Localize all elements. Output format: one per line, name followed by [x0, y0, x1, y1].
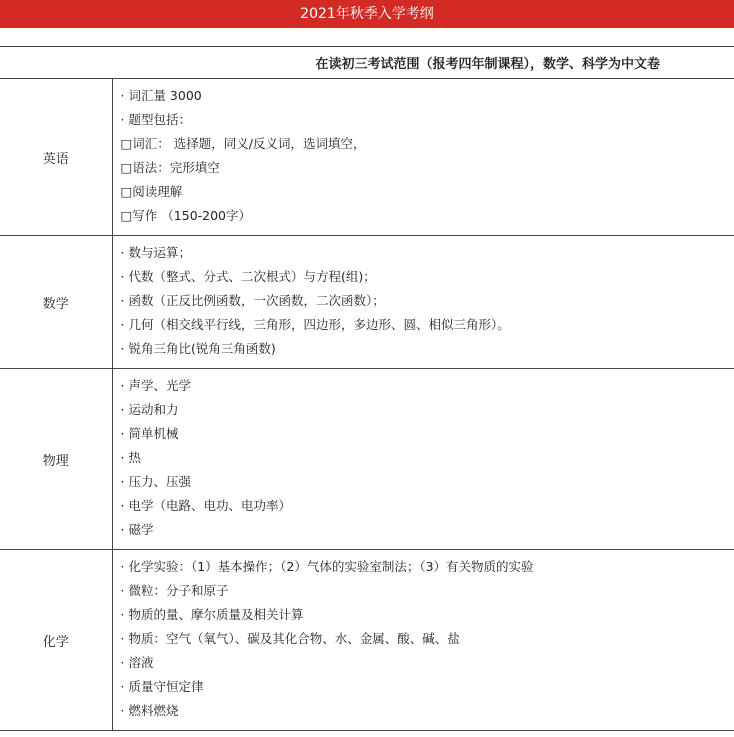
table-header-row: [0, 47, 734, 79]
list-item: · 题型包括：: [120, 112, 191, 127]
page-title: 2021年秋季入学考纲: [300, 6, 434, 22]
list-item: □写作 （150-200字）: [120, 208, 252, 223]
list-item: · 物质的量、摩尔质量及相关计算: [120, 607, 304, 622]
list-item: · 微粒：分子和原子: [120, 583, 229, 598]
list-item: · 代数（整式、分式、二次根式）与方程(组)；: [120, 269, 376, 284]
table-row: [0, 79, 734, 236]
table-row: [0, 236, 734, 369]
list-item: · 简单机械: [120, 426, 179, 441]
list-item: · 数与运算；: [120, 245, 191, 260]
list-item: · 几何（相交线平行线，三角形，四边形，多边形、圆、相似三角形）。: [120, 317, 510, 332]
syllabus-table: [0, 46, 734, 731]
list-item: · 燃料燃烧: [120, 703, 179, 718]
list-item: □语法：完形填空: [120, 160, 220, 175]
list-item: · 锐角三角比(锐角三角函数): [120, 341, 276, 356]
topic-list: [112, 236, 734, 369]
topic-list: [112, 550, 734, 731]
list-item: · 化学实验：（1）基本操作；（2）气体的实验室制法；（3）有关物质的实验: [120, 559, 534, 574]
table-row: [0, 369, 734, 550]
topic-list: [112, 369, 734, 550]
list-item: □阅读理解: [120, 184, 183, 199]
list-item: · 运动和力: [120, 402, 179, 417]
subject-label: 化学: [0, 550, 112, 731]
topic-list: [112, 79, 734, 236]
list-item: · 溶液: [120, 655, 154, 670]
subject-label: 英语: [0, 79, 112, 236]
list-item: · 压力、压强: [120, 474, 191, 489]
list-item: · 声学、光学: [120, 378, 191, 393]
list-item: · 物质：空气（氧气）、碳及其化合物、水、金属、酸、碱、盐: [120, 631, 460, 646]
exam-scope-header: 在读初三考试范围（报考四年制课程），数学、科学为中文卷: [0, 47, 734, 79]
list-item: · 词汇量 3000: [120, 88, 202, 103]
subject-label: 数学: [0, 236, 112, 369]
list-item: · 热: [120, 450, 141, 465]
subject-label: 物理: [0, 369, 112, 550]
list-item: · 电学（电路、电功、电功率）: [120, 498, 291, 513]
list-item: □词汇： 选择题，同义/反义词，选词填空，: [120, 136, 366, 151]
list-item: · 磁学: [120, 522, 154, 537]
list-item: · 函数（正反比例函数，一次函数，二次函数）；: [120, 293, 385, 308]
table-row: [0, 550, 734, 731]
list-item: · 质量守恒定律: [120, 679, 204, 694]
